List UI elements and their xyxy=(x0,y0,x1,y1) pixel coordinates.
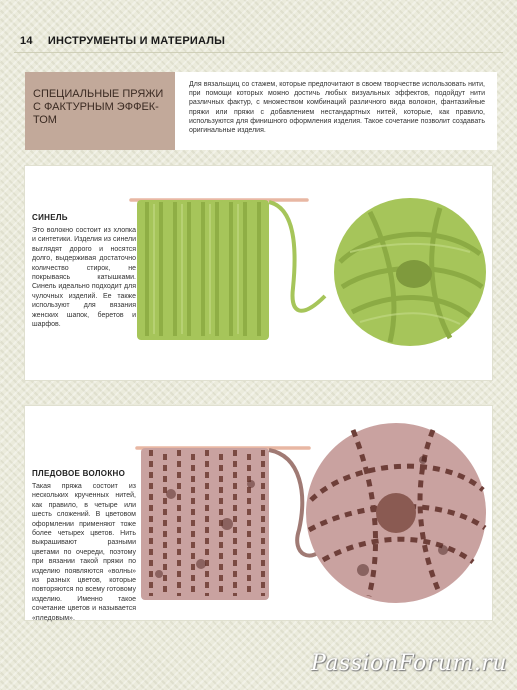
intro-block xyxy=(25,72,497,150)
intro-text: Для вязальщиц со стажем, которые предпочитают в своем творчестве использовать нити, при помощи которых можно достичь любых визуальных эффектов, подойдут нити различных фактур, с множеством комбинаций различного вида волокон, фантазийные пряжи или пряжи с добавлением нестандартных нитей, которые, как правило, используются для финишного оформления изделия. Такое сочетание позволит создавать оригинальные изделия. xyxy=(175,72,497,150)
plaid-yarn-ball xyxy=(303,420,489,606)
chapter-title: ИНСТРУМЕНТЫ И МАТЕРИАЛЫ xyxy=(47,35,226,47)
chenille-swatch-illustration xyxy=(125,178,335,348)
page-number: 14 xyxy=(20,35,33,47)
header-divider xyxy=(14,52,503,53)
plaid-swatch-illustration xyxy=(131,434,331,604)
plaid-panel xyxy=(25,406,492,620)
site-watermark: PassionForum.ru xyxy=(311,651,507,676)
intro-title: СПЕЦИАЛЬНЫЕ ПРЯЖИ С ФАКТУРНЫМ ЭФФЕК-ТОМ xyxy=(25,72,175,150)
chenille-yarn-ball xyxy=(330,192,490,352)
chenille-description: Это волокно состоит из хлопка и синтетики. Изделия из синели выглядят дорого и носятся долго, выдерживая достаточно количество стирок, не покрываясь катышками. Синель идеально подходит для чулочных изделий. Ее также используют для вязания женских шапок, беретов и шарфов. xyxy=(32,227,136,329)
chenille-heading: СИНЕЛЬ xyxy=(32,213,68,222)
page-header xyxy=(20,35,225,47)
plaid-description: Такая пряжа состоит из нескольких крученных нитей, как правило, в четыре или шесть сложений. В цветовом оформлении применяют тоже более четырех цветов. Нить выкрашивают разными цветами по очереди, поэтому при вязании такой пряжи по изделию появляются «волны» из разных цветов, которые повторяются по всему готовому изделию. Именно такое сочетание цветов и называется «пледовым». xyxy=(32,483,136,622)
chenille-panel xyxy=(25,166,492,380)
plaid-heading: ПЛЕДОВОЕ ВОЛОКНО xyxy=(32,469,126,478)
